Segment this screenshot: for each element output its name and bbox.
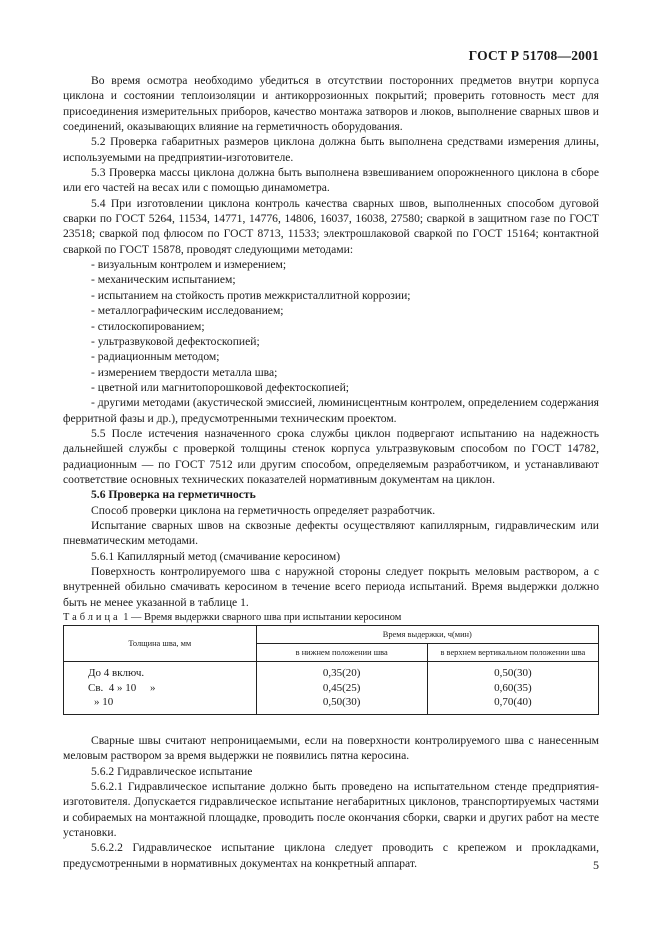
table-caption-text: 1 — Время выдержки сварного шва при испытании керосином <box>123 612 402 624</box>
list-item: - механическим испытанием; <box>91 273 236 287</box>
paragraph-5-6-1-a: Поверхность контролируемого шва с наружной стороны следует покрыть меловым раствором, а с внутренней обильно смачивать керосином в течение всего периода испытаний. Время выдержки должно быть не менее указанной в таблице 1. <box>63 565 599 609</box>
paragraph-inspection: Во время осмотра необходимо убедиться в отсутствии посторонних предметов внутри корпуса циклона и состоянии теплоизоляции и антикоррозионных покрытий; проверить готовность мест для присоединения измерительных приборов, качество монтажа затворов и люков, выполнение сварных швов и соединений, оказывающих влияние на герметичность оборудования. <box>63 74 599 134</box>
list-item: - цветной или магнитопорошковой дефектоскопией; <box>91 380 350 394</box>
list-item: - испытанием на стойкость против межкристаллитной коррозии; <box>91 288 411 302</box>
paragraph-5-3: 5.3 Проверка массы циклона должна быть выполнена взвешиванием опорожненного циклона в сборе или его частей на весах или с помощью динамометра. <box>63 166 599 195</box>
list-item: - радиационным методом; <box>91 350 220 364</box>
paragraph-impermeable: Сварные швы считают непроницаемыми, если на поверхности контролируемого шва с нанесенным меловым раствором за время выдержки не появились пятна керосина. <box>63 733 599 763</box>
header-time: Время выдержки, ч(мин) <box>256 626 598 644</box>
list-item: - ультразвуковой дефектоскопией; <box>91 334 260 348</box>
table-row <box>64 662 599 681</box>
table-row <box>64 695 599 714</box>
cell-lower: 0,45(25) <box>256 681 427 696</box>
paragraph-5-6-a: Способ проверки циклона на герметичность определяет разработчик. <box>91 503 436 517</box>
paragraph-5-2: 5.2 Проверка габаритных размеров циклона должна быть выполнена средствами измерения длины, используемыми на предприятии-изготовителе. <box>63 135 599 164</box>
list-item: - металлографическим исследованием; <box>91 304 284 318</box>
paragraph-5-6-b: Испытание сварных швов на сквозные дефекты осуществляют капиллярным, гидравлическим или пневматическим методами. <box>63 518 599 548</box>
cell-upper: 0,70(40) <box>427 695 598 714</box>
list-item: - визуальным контролем и измерением; <box>91 258 287 272</box>
paragraph-5-6-2-2: 5.6.2.2 Гидравлическое испытание циклона следует проводить с крепежом и прокладками, предусмотренными в нормативных документах на конкретный аппарат. <box>63 841 599 870</box>
table-caption-word: Таблица <box>63 612 121 624</box>
list-item: - измерением твердости металла шва; <box>91 365 278 379</box>
heading-5-6-2: 5.6.2 Гидравлическое испытание <box>91 764 253 778</box>
heading-5-6: 5.6 Проверка на герметичность <box>91 488 256 502</box>
table-caption <box>63 610 599 625</box>
paragraph-5-4: 5.4 При изготовлении циклона контроль качества сварных швов, выполненных способом дуговой сварки по ГОСТ 5264, 11534, 14771, 14776, 14806, 16037, 16038, 27580; сваркой в защитном газе по ГОСТ 23518; сваркой под флюсом по ГОСТ 8713, 11533; электрошлаковой сваркой по ГОСТ 15164; контактной сваркой по ГОСТ 15878, проводят следующими методами: <box>63 196 599 256</box>
cell-thickness: » 10 <box>64 695 257 714</box>
cell-thickness: Св. 4 » 10 » <box>64 681 257 696</box>
cell-lower: 0,35(20) <box>256 662 427 681</box>
paragraph-5-6-2-1: 5.6.2.1 Гидравлическое испытание должно быть проведено на испытательном стенде предприятия-изготовителя. Допускается гидравлическое испытание негабаритных циклонов, транспортируемых частями и собираемых на монтажной площадке, проводить после окончания сборки, сварки и других работ на месте установки. <box>63 779 599 839</box>
header-thickness: Толщина шва, мм <box>64 626 257 662</box>
cell-thickness: До 4 включ. <box>64 662 257 681</box>
list-item: - стилоскопированием; <box>91 319 205 333</box>
cell-upper: 0,50(30) <box>427 662 598 681</box>
document-code-header: ГОСТ Р 51708—2001 <box>468 48 599 63</box>
cell-upper: 0,60(35) <box>427 681 598 696</box>
heading-5-6-1: 5.6.1 Капиллярный метод (смачивание керосином) <box>91 549 341 563</box>
cell-lower: 0,50(30) <box>256 695 427 714</box>
header-upper-position: в верхнем вертикальном положении шва <box>427 644 598 662</box>
list-item: - другими методами (акустической эмиссией, люминисцентным контролем, определением содержания ферритной фазы и др.), предусмотренными техническим проектом. <box>63 396 599 425</box>
table-row <box>64 681 599 696</box>
page-number: 5 <box>593 858 599 872</box>
table-1 <box>63 625 599 715</box>
body-text <box>63 73 599 871</box>
methods-list <box>63 257 599 426</box>
header-lower-position: в нижнем положении шва <box>256 644 427 662</box>
paragraph-5-5: 5.5 После истечения назначенного срока службы циклон подвергают испытанию на надежность дальнейшей службы с проверкой толщины стенок корпуса ультразвуковым способом по ГОСТ 14782, радиационным — по ГОСТ 7512 или другим способом, определяемым разработчиком, и устанавливают соответствие основных технических показателей нормативным документам на циклон. <box>63 426 599 486</box>
